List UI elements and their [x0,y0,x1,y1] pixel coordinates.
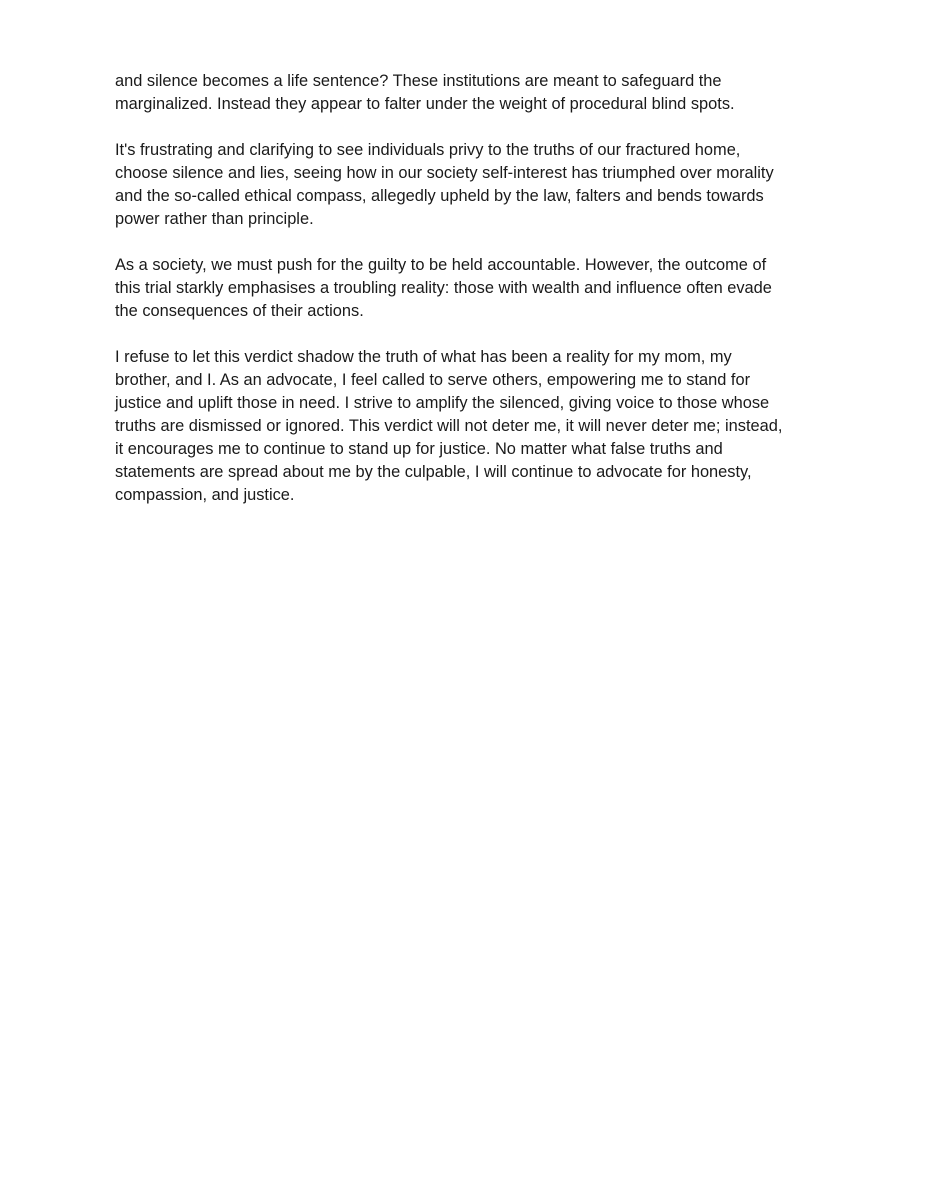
text-line: truths are dismissed or ignored. This verdict will not deter me, it will never deter me; instead, [115,417,783,435]
document-body [115,70,845,530]
text-line: choose silence and lies, seeing how in our society self-interest has triumphed over morality [115,164,774,182]
text-line: and silence becomes a life sentence? These institutions are meant to safeguard the [115,72,722,90]
text-line: marginalized. Instead they appear to falter under the weight of procedural blind spots. [115,95,735,113]
paragraph-2 [115,139,845,231]
paragraph-3 [115,254,845,323]
text-line: statements are spread about me by the culpable, I will continue to advocate for honesty, [115,463,752,481]
text-line: this trial starkly emphasises a troubling reality: those with wealth and influence often evade [115,279,772,297]
text-line: As a society, we must push for the guilty to be held accountable. However, the outcome of [115,256,767,274]
text-line: It's frustrating and clarifying to see individuals privy to the truths of our fractured home, [115,141,741,159]
text-line: justice and uplift those in need. I strive to amplify the silenced, giving voice to those whose [115,394,770,412]
text-line: brother, and I. As an advocate, I feel called to serve others, empowering me to stand for [115,371,751,389]
text-line: compassion, and justice. [115,486,295,504]
paragraph-4 [115,346,845,507]
text-line: I refuse to let this verdict shadow the truth of what has been a reality for my mom, my [115,348,732,366]
text-line: the consequences of their actions. [115,302,364,320]
text-line: power rather than principle. [115,210,314,228]
paragraph-1 [115,70,845,116]
text-line: and the so-called ethical compass, allegedly upheld by the law, falters and bends towards [115,187,764,205]
text-line: it encourages me to continue to stand up for justice. No matter what false truths and [115,440,723,458]
